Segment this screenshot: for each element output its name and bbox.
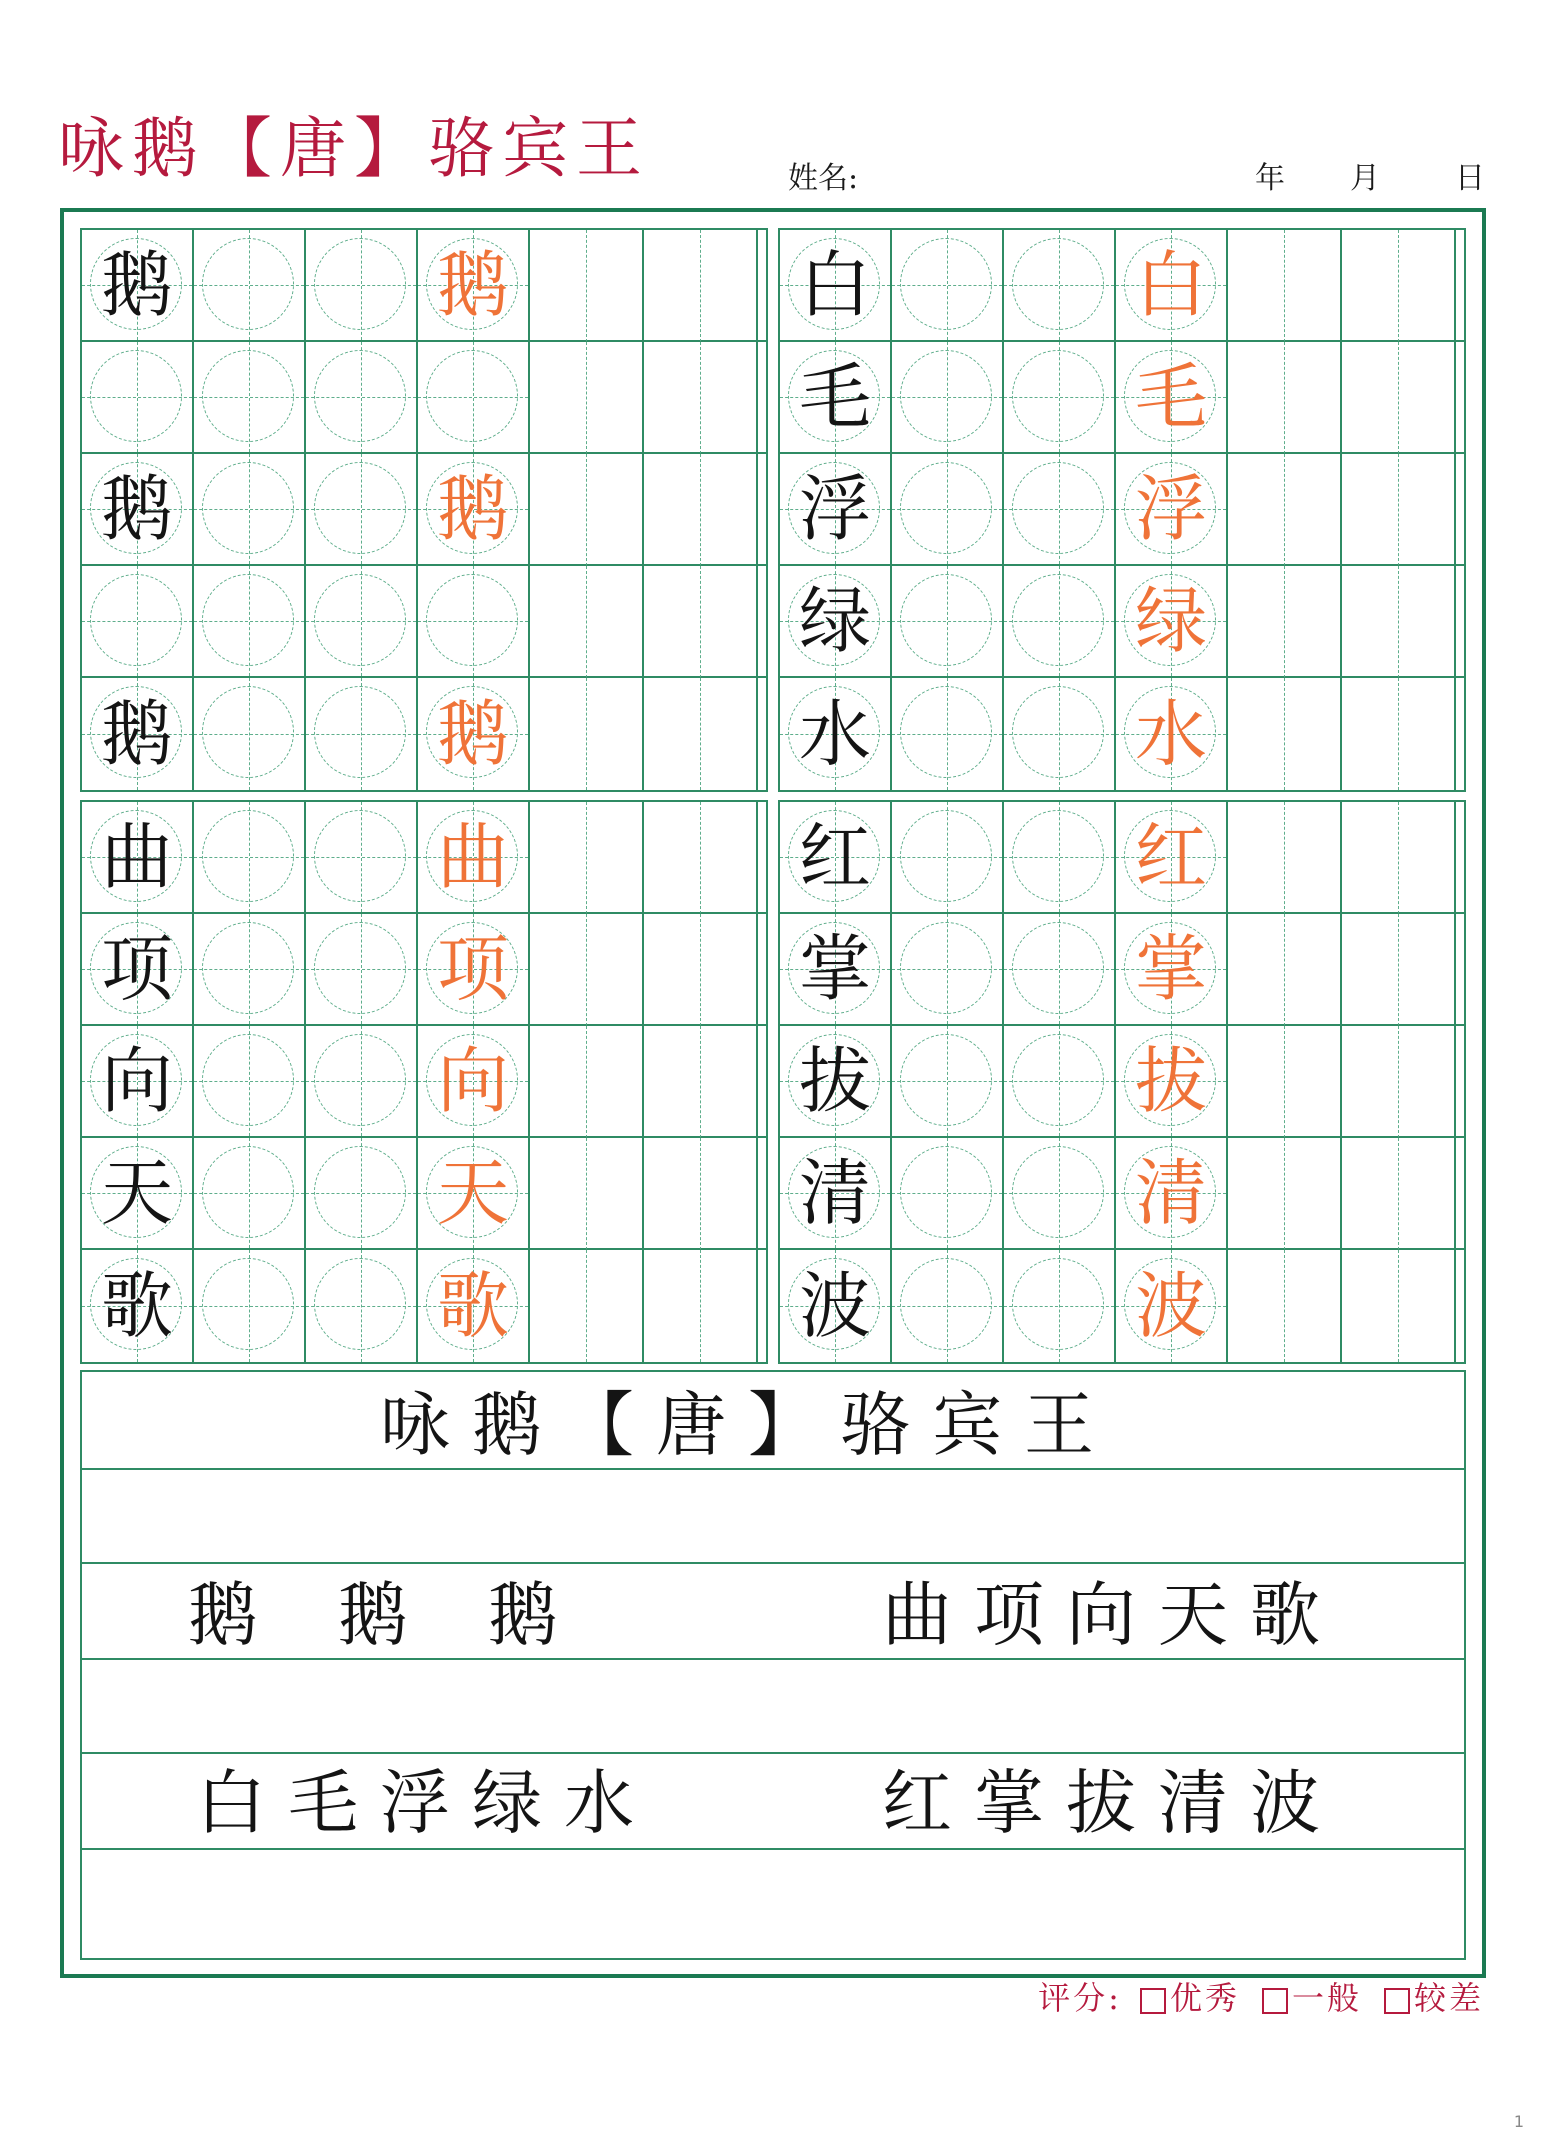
practice-row bbox=[780, 802, 1464, 914]
practice-cell[interactable] bbox=[306, 678, 418, 790]
trace-cell[interactable] bbox=[418, 1138, 530, 1250]
model-cell[interactable] bbox=[780, 454, 892, 566]
pinyin-column[interactable] bbox=[758, 1138, 766, 1250]
trace-cell[interactable] bbox=[418, 914, 530, 1026]
practice-row bbox=[82, 454, 766, 566]
pinyin-column[interactable] bbox=[1228, 1138, 1285, 1250]
pinyin-column[interactable] bbox=[1456, 678, 1464, 790]
pinyin-column[interactable] bbox=[587, 1026, 644, 1138]
model-character: 波 bbox=[798, 1264, 871, 1348]
pinyin-column[interactable] bbox=[1399, 1026, 1456, 1138]
pinyin-column[interactable] bbox=[1456, 914, 1464, 1026]
pinyin-column[interactable] bbox=[587, 1250, 644, 1362]
pinyin-column[interactable] bbox=[1342, 802, 1399, 914]
pinyin-column[interactable] bbox=[758, 914, 766, 1026]
practice-cell[interactable] bbox=[306, 342, 418, 454]
practice-cell[interactable] bbox=[892, 342, 1004, 454]
trace-character: 项 bbox=[436, 927, 509, 1011]
trace-cell[interactable] bbox=[418, 566, 530, 678]
pinyin-column[interactable] bbox=[1399, 454, 1456, 566]
model-character: 鹅 bbox=[100, 692, 173, 776]
practice-cell[interactable] bbox=[194, 1026, 306, 1138]
pinyin-column[interactable] bbox=[1285, 1250, 1342, 1362]
pinyin-column[interactable] bbox=[530, 914, 587, 1026]
trace-cell[interactable] bbox=[1116, 1138, 1228, 1250]
worksheet-title: 咏鹅【唐】骆宾王 bbox=[58, 110, 650, 187]
trace-cell[interactable] bbox=[1116, 230, 1228, 342]
model-character: 拔 bbox=[798, 1039, 871, 1123]
practice-cell[interactable] bbox=[1004, 678, 1116, 790]
practice-cell[interactable] bbox=[194, 342, 306, 454]
pinyin-column[interactable] bbox=[1456, 230, 1464, 342]
pinyin-column[interactable] bbox=[701, 914, 758, 1026]
pinyin-column[interactable] bbox=[644, 230, 701, 342]
model-character: 向 bbox=[100, 1039, 173, 1123]
pinyin-column[interactable] bbox=[1456, 454, 1464, 566]
practice-panel bbox=[80, 228, 768, 792]
practice-cell[interactable] bbox=[892, 678, 1004, 790]
pinyin-column[interactable] bbox=[758, 1250, 766, 1362]
pinyin-column[interactable] bbox=[1456, 1026, 1464, 1138]
practice-cell[interactable] bbox=[1004, 802, 1116, 914]
page-number: 1 bbox=[1513, 2112, 1524, 2131]
trace-cell[interactable] bbox=[1116, 914, 1228, 1026]
pinyin-column[interactable] bbox=[587, 678, 644, 790]
pinyin-column[interactable] bbox=[644, 914, 701, 1026]
pinyin-column[interactable] bbox=[1342, 678, 1399, 790]
trace-cell[interactable] bbox=[418, 230, 530, 342]
pinyin-column[interactable] bbox=[530, 1250, 587, 1362]
model-cell[interactable] bbox=[780, 1138, 892, 1250]
practice-cell[interactable] bbox=[194, 1250, 306, 1362]
trace-character: 鹅 bbox=[436, 467, 509, 551]
practice-cell[interactable] bbox=[1004, 1250, 1116, 1362]
trace-character: 红 bbox=[1134, 815, 1207, 899]
model-character bbox=[82, 566, 192, 676]
model-cell[interactable] bbox=[82, 802, 194, 914]
practice-cell[interactable] bbox=[194, 1138, 306, 1250]
pinyin-column[interactable] bbox=[1342, 1026, 1399, 1138]
pinyin-column[interactable] bbox=[1399, 678, 1456, 790]
practice-row bbox=[780, 342, 1464, 454]
model-character: 鹅 bbox=[100, 467, 173, 551]
pinyin-column[interactable] bbox=[1228, 566, 1285, 678]
practice-cell[interactable] bbox=[306, 1250, 418, 1362]
ruled-line bbox=[82, 1752, 1464, 1754]
practice-cell[interactable] bbox=[1004, 342, 1116, 454]
practice-cell[interactable] bbox=[1004, 566, 1116, 678]
pinyin-column[interactable] bbox=[644, 1138, 701, 1250]
pinyin-column[interactable] bbox=[1228, 342, 1285, 454]
practice-row bbox=[82, 342, 766, 454]
model-cell[interactable] bbox=[82, 1138, 194, 1250]
model-character: 浮 bbox=[798, 467, 871, 551]
model-character: 清 bbox=[798, 1151, 871, 1235]
trace-character bbox=[418, 566, 528, 676]
pinyin-column[interactable] bbox=[1342, 342, 1399, 454]
trace-cell[interactable] bbox=[418, 454, 530, 566]
practice-cell[interactable] bbox=[892, 566, 1004, 678]
model-character: 绿 bbox=[798, 579, 871, 663]
model-character: 毛 bbox=[798, 355, 871, 439]
practice-row bbox=[82, 230, 766, 342]
pinyin-column[interactable] bbox=[1228, 1250, 1285, 1362]
practice-panel bbox=[778, 228, 1466, 792]
pinyin-column[interactable] bbox=[758, 342, 766, 454]
model-cell[interactable] bbox=[780, 914, 892, 1026]
pinyin-column[interactable] bbox=[758, 230, 766, 342]
model-character: 曲 bbox=[100, 815, 173, 899]
pinyin-column[interactable] bbox=[701, 342, 758, 454]
pinyin-column[interactable] bbox=[1342, 1250, 1399, 1362]
practice-row bbox=[780, 454, 1464, 566]
trace-cell[interactable] bbox=[1116, 566, 1228, 678]
model-cell[interactable] bbox=[82, 1250, 194, 1362]
practice-row bbox=[82, 914, 766, 1026]
trace-cell[interactable] bbox=[1116, 1250, 1228, 1362]
rating-option-excellent: 优秀 bbox=[1169, 1979, 1240, 2017]
pinyin-column[interactable] bbox=[1228, 914, 1285, 1026]
year-label: 年 bbox=[1255, 161, 1285, 196]
trace-cell[interactable] bbox=[418, 1250, 530, 1362]
pinyin-column[interactable] bbox=[1456, 342, 1464, 454]
practice-cell[interactable] bbox=[1004, 1026, 1116, 1138]
pinyin-column[interactable] bbox=[530, 802, 587, 914]
pinyin-column[interactable] bbox=[1228, 1026, 1285, 1138]
pinyin-column[interactable] bbox=[758, 1026, 766, 1138]
pinyin-column[interactable] bbox=[1228, 678, 1285, 790]
pinyin-column[interactable] bbox=[1228, 230, 1285, 342]
pinyin-column[interactable] bbox=[701, 802, 758, 914]
trace-cell[interactable] bbox=[1116, 678, 1228, 790]
practice-cell[interactable] bbox=[194, 802, 306, 914]
model-cell[interactable] bbox=[82, 230, 194, 342]
pinyin-column[interactable] bbox=[530, 230, 587, 342]
practice-row bbox=[780, 1026, 1464, 1138]
pinyin-column[interactable] bbox=[701, 1026, 758, 1138]
trace-cell[interactable] bbox=[418, 1026, 530, 1138]
model-cell[interactable] bbox=[780, 230, 892, 342]
practice-row bbox=[82, 1138, 766, 1250]
ruled-line bbox=[82, 1562, 1464, 1564]
pinyin-column[interactable] bbox=[1399, 1250, 1456, 1362]
pinyin-column[interactable] bbox=[1285, 454, 1342, 566]
pinyin-column[interactable] bbox=[1342, 914, 1399, 1026]
pinyin-column[interactable] bbox=[1342, 230, 1399, 342]
practice-panel bbox=[80, 800, 768, 1364]
trace-character: 波 bbox=[1134, 1264, 1207, 1348]
practice-cell[interactable] bbox=[194, 230, 306, 342]
rating-checkbox-excellent[interactable] bbox=[1140, 1988, 1166, 2014]
pinyin-column[interactable] bbox=[1285, 566, 1342, 678]
pinyin-column[interactable] bbox=[1285, 230, 1342, 342]
pinyin-column[interactable] bbox=[587, 342, 644, 454]
pinyin-column[interactable] bbox=[701, 566, 758, 678]
pinyin-column[interactable] bbox=[1285, 1026, 1342, 1138]
model-cell[interactable] bbox=[780, 678, 892, 790]
trace-cell[interactable] bbox=[1116, 1026, 1228, 1138]
practice-cell[interactable] bbox=[892, 454, 1004, 566]
pinyin-column[interactable] bbox=[1456, 802, 1464, 914]
model-cell[interactable] bbox=[82, 566, 194, 678]
pinyin-column[interactable] bbox=[1285, 678, 1342, 790]
practice-cell[interactable] bbox=[1004, 914, 1116, 1026]
model-cell[interactable] bbox=[82, 454, 194, 566]
pinyin-column[interactable] bbox=[587, 454, 644, 566]
poem-title: 咏鹅【唐】骆宾王 bbox=[380, 1384, 1116, 1466]
practice-cell[interactable] bbox=[306, 1138, 418, 1250]
ruled-line bbox=[82, 1468, 1464, 1470]
rating-option-poor: 较差 bbox=[1413, 1979, 1484, 2017]
trace-character: 鹅 bbox=[436, 243, 509, 327]
model-cell[interactable] bbox=[780, 1250, 892, 1362]
month-label: 月 bbox=[1350, 161, 1380, 196]
model-character: 水 bbox=[798, 692, 871, 776]
practice-row bbox=[780, 1138, 1464, 1250]
practice-cell[interactable] bbox=[306, 454, 418, 566]
pinyin-column[interactable] bbox=[701, 678, 758, 790]
pinyin-column[interactable] bbox=[644, 454, 701, 566]
model-character: 歌 bbox=[100, 1264, 173, 1348]
pinyin-column[interactable] bbox=[1399, 1138, 1456, 1250]
practice-cell[interactable] bbox=[194, 678, 306, 790]
pinyin-column[interactable] bbox=[644, 1026, 701, 1138]
practice-cell[interactable] bbox=[1004, 454, 1116, 566]
practice-cell[interactable] bbox=[194, 914, 306, 1026]
trace-character: 白 bbox=[1134, 243, 1207, 327]
model-cell[interactable] bbox=[780, 802, 892, 914]
practice-row bbox=[780, 914, 1464, 1026]
model-character bbox=[82, 342, 192, 452]
trace-cell[interactable] bbox=[1116, 342, 1228, 454]
pinyin-column[interactable] bbox=[1456, 566, 1464, 678]
pinyin-column[interactable] bbox=[530, 678, 587, 790]
practice-cell[interactable] bbox=[892, 1138, 1004, 1250]
practice-panel bbox=[778, 800, 1466, 1364]
model-character: 红 bbox=[798, 815, 871, 899]
practice-row bbox=[780, 678, 1464, 790]
practice-cell[interactable] bbox=[306, 802, 418, 914]
poem-line-1b: 曲项向天歌 bbox=[882, 1574, 1342, 1656]
practice-cell[interactable] bbox=[194, 454, 306, 566]
pinyin-column[interactable] bbox=[1342, 1138, 1399, 1250]
pinyin-column[interactable] bbox=[1228, 454, 1285, 566]
pinyin-column[interactable] bbox=[1399, 230, 1456, 342]
pinyin-column[interactable] bbox=[1285, 802, 1342, 914]
pinyin-column[interactable] bbox=[1399, 802, 1456, 914]
practice-cell[interactable] bbox=[1004, 230, 1116, 342]
practice-cell[interactable] bbox=[892, 914, 1004, 1026]
pinyin-column[interactable] bbox=[530, 342, 587, 454]
trace-cell[interactable] bbox=[418, 342, 530, 454]
model-cell[interactable] bbox=[82, 342, 194, 454]
rating-checkbox-average[interactable] bbox=[1262, 1988, 1288, 2014]
pinyin-column[interactable] bbox=[644, 342, 701, 454]
rating-option-average: 一般 bbox=[1291, 1979, 1362, 2017]
model-cell[interactable] bbox=[82, 914, 194, 1026]
ruled-line bbox=[82, 1658, 1464, 1660]
practice-cell[interactable] bbox=[306, 230, 418, 342]
practice-cell[interactable] bbox=[1004, 1138, 1116, 1250]
trace-character: 掌 bbox=[1134, 927, 1207, 1011]
practice-row bbox=[780, 566, 1464, 678]
pinyin-column[interactable] bbox=[530, 566, 587, 678]
model-cell[interactable] bbox=[780, 1026, 892, 1138]
pinyin-column[interactable] bbox=[644, 678, 701, 790]
pinyin-column[interactable] bbox=[1285, 1138, 1342, 1250]
trace-cell[interactable] bbox=[418, 802, 530, 914]
trace-character: 歌 bbox=[436, 1264, 509, 1348]
trace-character: 向 bbox=[436, 1039, 509, 1123]
trace-character: 浮 bbox=[1134, 467, 1207, 551]
pinyin-column[interactable] bbox=[758, 678, 766, 790]
trace-cell[interactable] bbox=[418, 678, 530, 790]
pinyin-column[interactable] bbox=[1342, 454, 1399, 566]
model-character: 项 bbox=[100, 927, 173, 1011]
trace-character: 天 bbox=[436, 1151, 509, 1235]
pinyin-column[interactable] bbox=[758, 566, 766, 678]
poem-line-1a: 鹅鹅鹅 bbox=[188, 1574, 638, 1656]
pinyin-column[interactable] bbox=[587, 230, 644, 342]
pinyin-column[interactable] bbox=[1285, 342, 1342, 454]
pinyin-column[interactable] bbox=[587, 914, 644, 1026]
practice-cell[interactable] bbox=[306, 1026, 418, 1138]
practice-row bbox=[82, 1250, 766, 1362]
rating-checkbox-poor[interactable] bbox=[1384, 1988, 1410, 2014]
practice-cell[interactable] bbox=[892, 802, 1004, 914]
pinyin-column[interactable] bbox=[530, 454, 587, 566]
pinyin-column[interactable] bbox=[1399, 914, 1456, 1026]
pinyin-column[interactable] bbox=[644, 1250, 701, 1362]
pinyin-column[interactable] bbox=[644, 802, 701, 914]
model-character: 天 bbox=[100, 1151, 173, 1235]
trace-character: 曲 bbox=[436, 815, 509, 899]
practice-cell[interactable] bbox=[892, 1026, 1004, 1138]
practice-cell[interactable] bbox=[892, 230, 1004, 342]
pinyin-column[interactable] bbox=[644, 566, 701, 678]
pinyin-column[interactable] bbox=[701, 1138, 758, 1250]
pinyin-column[interactable] bbox=[1285, 914, 1342, 1026]
trace-character: 拔 bbox=[1134, 1039, 1207, 1123]
pinyin-column[interactable] bbox=[701, 1250, 758, 1362]
pinyin-column[interactable] bbox=[587, 802, 644, 914]
practice-cell[interactable] bbox=[194, 566, 306, 678]
model-cell[interactable] bbox=[780, 342, 892, 454]
pinyin-column[interactable] bbox=[758, 802, 766, 914]
pinyin-column[interactable] bbox=[587, 566, 644, 678]
day-label: 日 bbox=[1455, 161, 1485, 196]
trace-character: 水 bbox=[1134, 692, 1207, 776]
rating-bar bbox=[1038, 1979, 1484, 2017]
model-character: 白 bbox=[798, 243, 871, 327]
practice-cell[interactable] bbox=[306, 914, 418, 1026]
pinyin-column[interactable] bbox=[530, 1026, 587, 1138]
trace-character: 绿 bbox=[1134, 579, 1207, 663]
trace-character: 鹅 bbox=[436, 692, 509, 776]
ruled-line bbox=[82, 1848, 1464, 1850]
trace-cell[interactable] bbox=[1116, 802, 1228, 914]
pinyin-column[interactable] bbox=[530, 1138, 587, 1250]
pinyin-column[interactable] bbox=[1456, 1250, 1464, 1362]
model-cell[interactable] bbox=[780, 566, 892, 678]
model-character: 鹅 bbox=[100, 243, 173, 327]
name-label: 姓名: bbox=[788, 161, 859, 196]
pinyin-column[interactable] bbox=[758, 454, 766, 566]
practice-row bbox=[82, 566, 766, 678]
practice-row bbox=[780, 1250, 1464, 1362]
practice-row bbox=[82, 802, 766, 914]
pinyin-column[interactable] bbox=[701, 230, 758, 342]
model-cell[interactable] bbox=[82, 678, 194, 790]
pinyin-column[interactable] bbox=[1456, 1138, 1464, 1250]
rating-label: 评分: bbox=[1038, 1979, 1122, 2017]
practice-cell[interactable] bbox=[892, 1250, 1004, 1362]
pinyin-column[interactable] bbox=[1399, 566, 1456, 678]
practice-row bbox=[780, 230, 1464, 342]
practice-row bbox=[82, 1026, 766, 1138]
pinyin-column[interactable] bbox=[587, 1138, 644, 1250]
trace-character: 清 bbox=[1134, 1151, 1207, 1235]
model-cell[interactable] bbox=[82, 1026, 194, 1138]
trace-character: 毛 bbox=[1134, 355, 1207, 439]
pinyin-column[interactable] bbox=[1228, 802, 1285, 914]
trace-cell[interactable] bbox=[1116, 454, 1228, 566]
pinyin-column[interactable] bbox=[1342, 566, 1399, 678]
trace-character bbox=[418, 342, 528, 452]
practice-cell[interactable] bbox=[306, 566, 418, 678]
pinyin-column[interactable] bbox=[1399, 342, 1456, 454]
model-character: 掌 bbox=[798, 927, 871, 1011]
poem-line-2a: 白毛浮绿水 bbox=[196, 1762, 656, 1844]
poem-line-2b: 红掌拔清波 bbox=[882, 1762, 1342, 1844]
practice-row bbox=[82, 678, 766, 790]
pinyin-column[interactable] bbox=[701, 454, 758, 566]
